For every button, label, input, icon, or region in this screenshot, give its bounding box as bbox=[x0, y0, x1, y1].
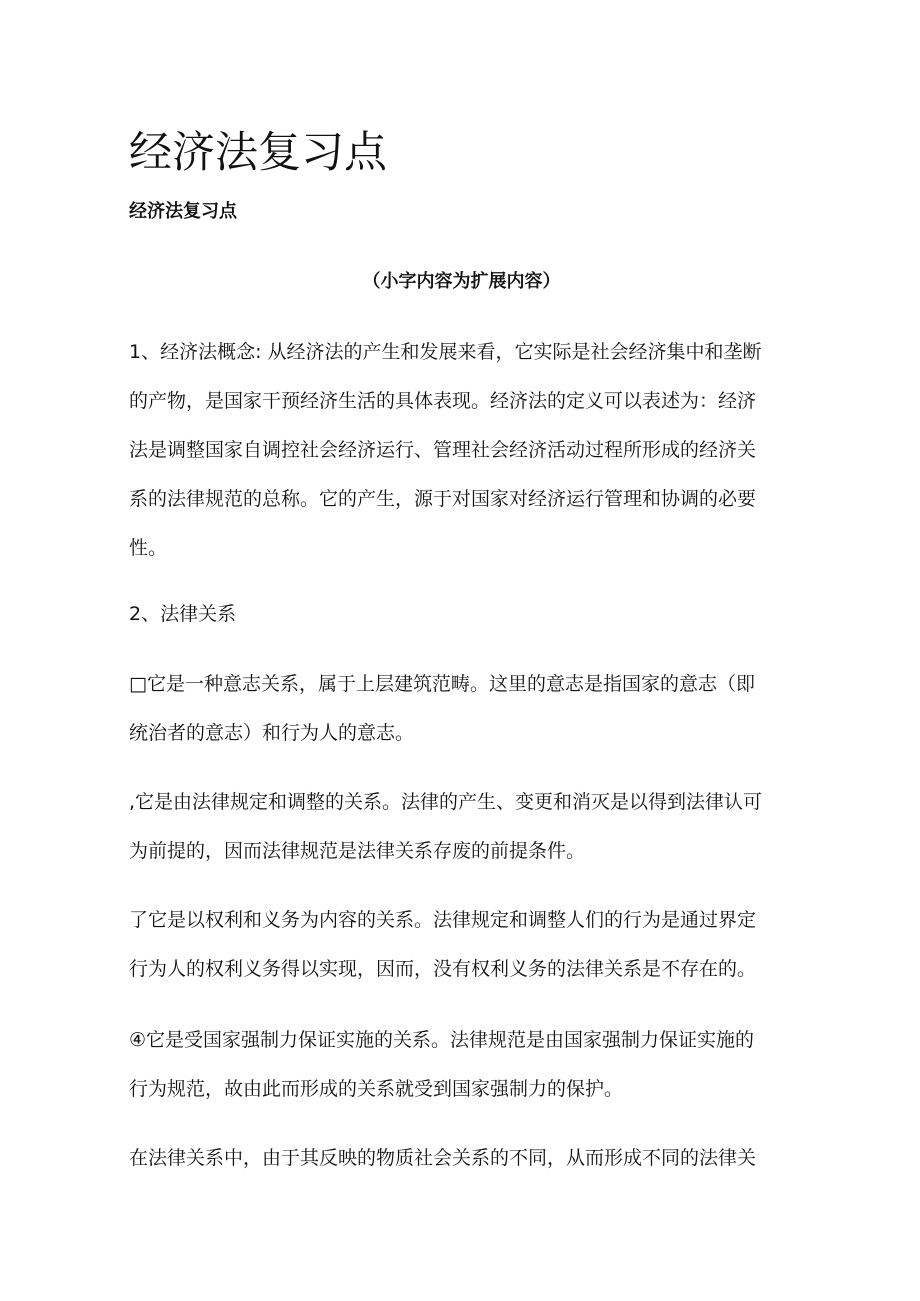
text-line: 性。 bbox=[129, 537, 168, 559]
paragraph-point-3 bbox=[129, 896, 797, 994]
text-line: 行为规范，故由此而形成的关系就受到国家强制力的保护。 bbox=[129, 1078, 624, 1100]
text-line: 系的法律规范的总称。它的产生，源于对国家对经济运行管理和协调的必要 bbox=[129, 488, 757, 510]
text-line: ,它是由法律规定和调整的关系。法律的产生、变更和消灭是以得到法律认可 bbox=[129, 791, 763, 813]
text-line: 了它是以权利和义务为内容的关系。法律规定和调整人们的行为是通过界定 bbox=[129, 909, 757, 931]
text-line: 法是调整国家自调控社会经济运行、管理社会经济活动过程所形成的经济关 bbox=[129, 439, 757, 461]
text-line: 的产物，是国家干预经济生活的具体表现。经济法的定义可以表述为：经济 bbox=[129, 390, 757, 412]
text-line: 行为人的权利义务得以实现，因而，没有权利义务的法律关系是不存在的。 bbox=[129, 958, 757, 980]
text-line: □它是一种意志关系，属于上层建筑范畴。这里的意志是指国家的意志（即 bbox=[129, 673, 755, 695]
paragraph-point-1 bbox=[129, 660, 797, 758]
paragraph-point-4 bbox=[129, 1016, 797, 1114]
document-subtitle: 经济法复习点 bbox=[129, 201, 237, 222]
text-line: ④它是受国家强制力保证实施的关系。法律规范是由国家强制力保证实施的 bbox=[129, 1029, 755, 1051]
extension-note: （小字内容为扩展内容） bbox=[362, 271, 561, 292]
paragraph-economic-law-concept bbox=[129, 328, 797, 573]
paragraph-legal-relation-types bbox=[129, 1134, 797, 1183]
text-line: 1、经济法概念: 从经济法的产生和发展来看，它实际是社会经济集中和垄断 bbox=[129, 341, 762, 363]
paragraph-point-2 bbox=[129, 778, 797, 876]
text-line: 2、法律关系 bbox=[129, 603, 237, 625]
section-heading-legal-relations bbox=[129, 590, 797, 639]
text-line: 统治者的意志）和行为人的意志。 bbox=[129, 722, 415, 744]
document-title: 经济法复习点 bbox=[129, 128, 387, 178]
text-line: 为前提的，因而法律规范是法律关系存废的前提条件。 bbox=[129, 840, 586, 862]
text-line: 在法律关系中，由于其反映的物质社会关系的不同，从而形成不同的法律关 bbox=[129, 1147, 757, 1169]
